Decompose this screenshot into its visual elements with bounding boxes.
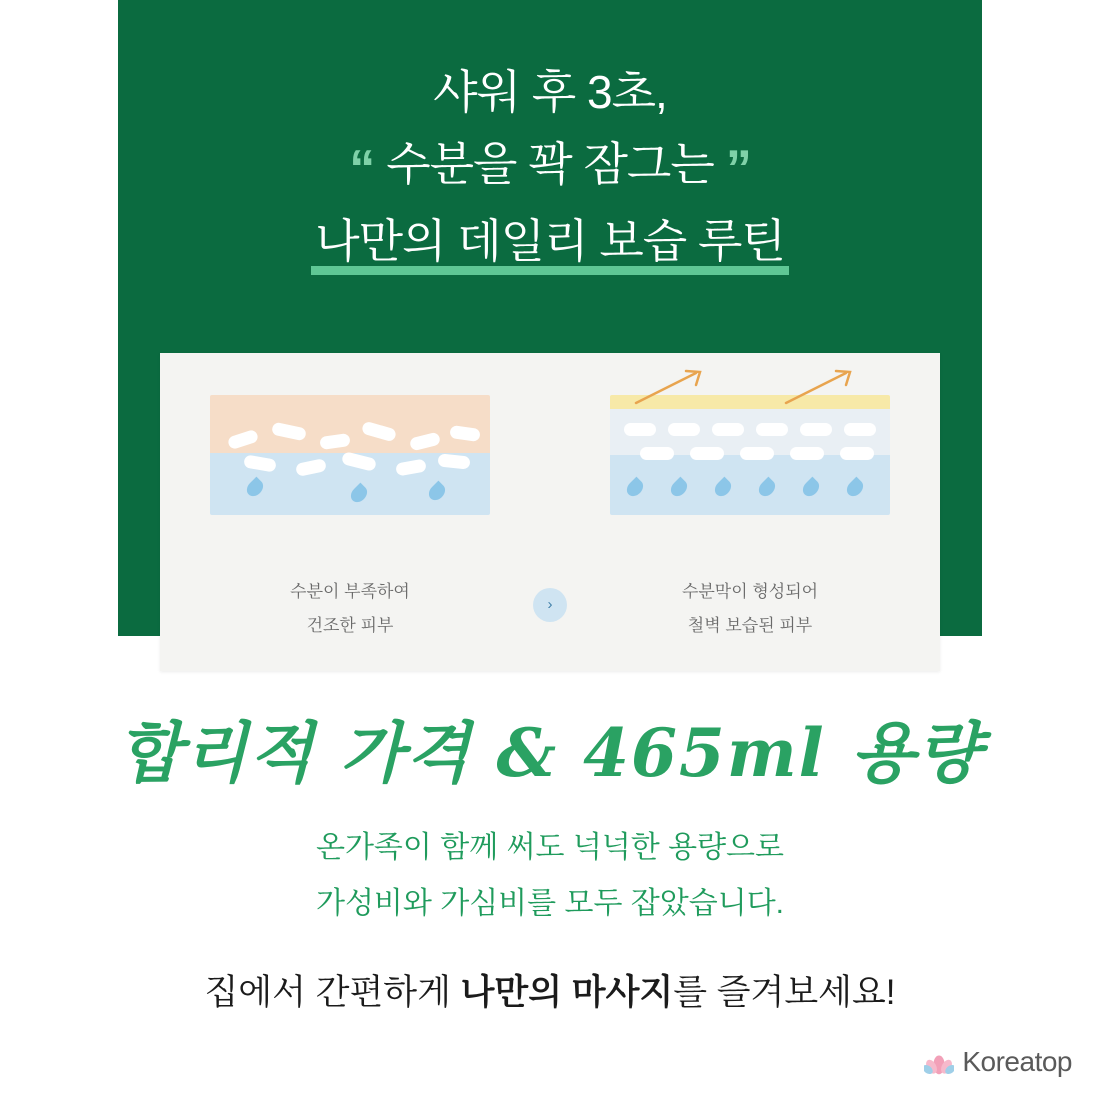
promo-closing-line [0,965,1100,1015]
headline-line-3-text: 나만의 데일리 보습 루틴 [315,215,785,267]
caption-moist-line-1: 수분막이 형성되어 [681,582,819,601]
caption-dry-line-2: 건조한 피부 [306,616,394,635]
headline-line-2-text: 수분을 꽉 잠그는 [386,138,714,190]
headline-underline-wrap [315,205,785,277]
caption-moist-line-2: 철벽 보습된 피부 [687,616,813,635]
skin-cell [840,447,874,460]
skin-cell [690,447,724,460]
skin-layer-surface [210,395,490,453]
skin-cell [800,423,832,436]
skin-illustration-dry [210,395,490,515]
closing-suffix: 를 즐겨보세요! [673,973,896,1012]
caption-moisturized-skin [610,575,890,643]
promo-script-title: 합리적 가격 & 465ml 용량 [117,714,983,792]
skin-cell [740,447,774,460]
promo-subtext-line-2: 가성비와 가심비를 모두 잡았습니다. [315,887,785,920]
skin-cell [624,423,656,436]
lotus-icon [924,1047,954,1077]
watermark [924,1046,1072,1078]
skin-cell [844,423,876,436]
caption-dry-skin [210,575,490,643]
closing-prefix: 집에서 간편하게 [204,973,461,1012]
headline-line-1: 샤워 후 3초, [433,66,667,118]
watermark-brand: Koreatop [962,1046,1072,1077]
promo-subtext-line-1: 온가족이 함께 써도 넉넉한 용량으로 [315,831,785,864]
skin-cell [790,447,824,460]
closing-emphasis: 나만의 마사지 [460,973,674,1012]
skin-cell [756,423,788,436]
caption-dry-line-1: 수분이 부족하여 [290,582,410,601]
promo-subtext [0,820,1100,932]
skin-diagram [160,353,940,671]
headline-line-2 [118,128,982,205]
skin-cell [668,423,700,436]
headline-block [118,56,982,277]
highlight-bar [311,266,789,275]
skin-cell [712,423,744,436]
skin-cell [640,447,674,460]
reflection-arrows-icon [600,357,900,417]
chevron-right-icon: › [533,588,567,622]
skin-comparison-card [160,353,940,671]
headline-line-3 [118,205,982,277]
quote-close-icon: ” [725,140,751,198]
quote-open-icon: “ [349,140,375,198]
